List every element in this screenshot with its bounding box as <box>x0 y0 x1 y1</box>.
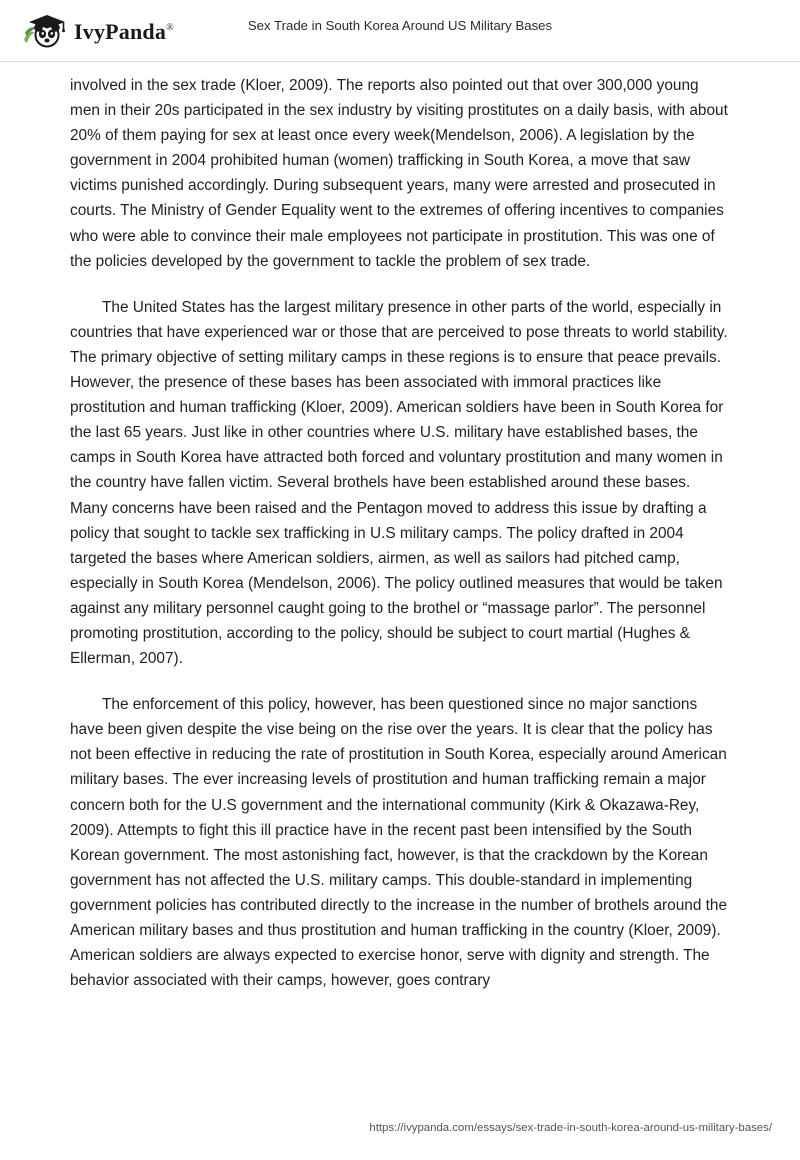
footer-url-link[interactable]: https://ivypanda.com/essays/sex-trade-in-south-korea-around-us-military-bases/ <box>369 1122 772 1134</box>
brand-registered-mark: ® <box>166 22 174 34</box>
paragraph: involved in the sex trade (Kloer, 2009). The reports also pointed out that over 300,000 young men in their 20s participated in the sex industry by visiting prostitutes on a daily basis, with about 20% of them paying for sex at least once every week(Mendelson, 2006). A legislation by the government in 2004 prohibited human (women) trafficking in South Korea, a move that saw victims punished accordingly. During subsequent years, many were arrested and prosecuted in courts. The Ministry of Gender Equality went to the extremes of offering incentives to companies who were able to convince their male employees not participate in prostitution. This was one of the policies developed by the government to tackle the problem of sex trade. <box>70 77 728 270</box>
page-title: Sex Trade in South Korea Around US Military Bases <box>247 18 553 33</box>
footer-url[interactable] <box>369 1122 772 1134</box>
document-body <box>70 62 730 993</box>
brand-name-text: IvyPanda <box>74 19 167 44</box>
paragraph: The enforcement of this policy, however, has been questioned since no major sanctions have been given despite the vise being on the rise over the years. It is clear that the policy has not been effective in reducing the rate of prostitution in South Korea, especially around American military bases. The ever increasing levels of prostitution and human trafficking remain a major concern both for the U.S government and the international community (Kirk & Okazawa-Rey, 2009). Attempts to fight this ill practice have in the recent past been intensified by the South Korean government. The most astonishing fact, however, is that the crackdown by the Korean government has not affected the U.S. military camps. This double-standard in implementing government policies has contributed directly to the increase in the number of brothels around the American military bases and thus prostitution and human trafficking in the country (Kloer, 2009). American soldiers are always expected to exercise honor, serve with dignity and strength. The behavior associated with their camps, however, goes contrary <box>70 696 728 990</box>
paragraph: The United States has the largest military presence in other parts of the world, especially in countries that have experienced war or those that are perceived to pose threats to world stability. The primary objective of setting military camps in these regions is to ensure that peace prevails. However, the presence of these bases has been associated with immoral practices like prostitution and human trafficking (Kloer, 2009). American soldiers have been in South Korea for the last 65 years. Just like in other countries where U.S. military have established bases, the camps in South Korea have attracted both forced and voluntary prostitution and many women in the country have fallen victim. Several brothels have been established around these bases. Many concerns have been raised and the Pentagon moved to address this issue by drafting a policy that sought to tackle sex trafficking in U.S military camps. The policy drafted in 2004 targeted the bases where American soldiers, airmen, as well as sailors had pitched camp, especially in South Korea (Mendelson, 2006). The policy outlined measures that would be taken against any military personnel caught going to the brothel or “massage parlor”. The personnel promoting prostitution, according to the policy, should be subject to court martial (Hughes & Ellerman, 2007). <box>70 298 728 668</box>
page-header <box>0 0 800 62</box>
